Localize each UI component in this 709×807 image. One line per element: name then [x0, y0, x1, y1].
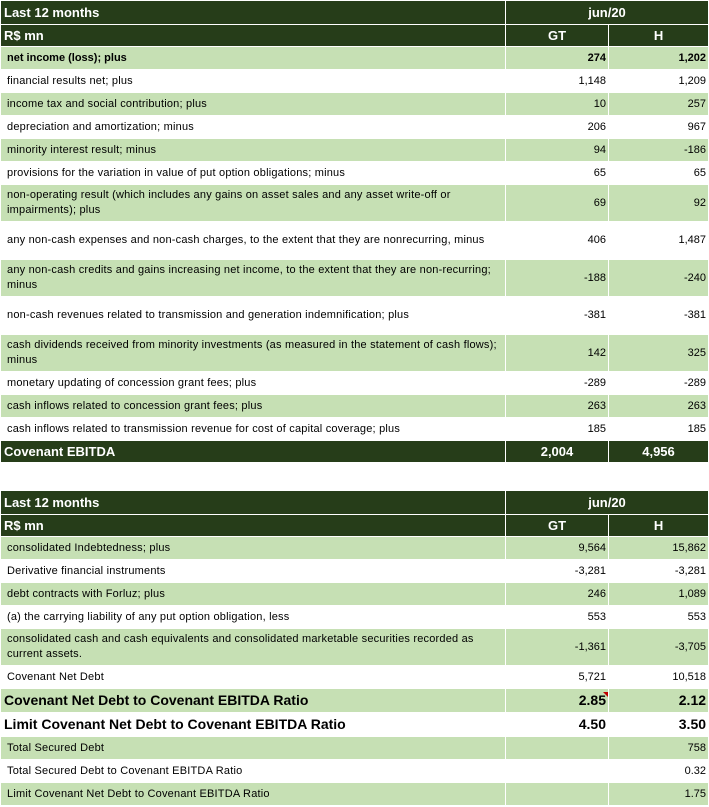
row-value-gt: 263 [506, 395, 609, 418]
row-label: financial results net; plus [1, 70, 506, 93]
row-value-h: 0.32 [609, 760, 709, 783]
total-row [1, 441, 709, 463]
row-value-h: 1,487 [609, 222, 709, 260]
row-label: any non-cash expenses and non-cash charges, to the extent that they are nonrecurring, minus [1, 222, 506, 260]
table-row [1, 783, 709, 806]
row-label: Limit Covenant Net Debt to Covenant EBITDA Ratio [1, 783, 506, 806]
table-title: Last 12 months [1, 491, 506, 515]
column-header-row [1, 25, 709, 47]
period-header: jun/20 [506, 491, 709, 515]
table-row [1, 222, 709, 260]
table-row [1, 372, 709, 395]
row-value-h: 1,202 [609, 47, 709, 70]
row-label: any non-cash credits and gains increasing net income, to the extent that they are non-recurring; minus [1, 260, 506, 297]
row-value-gt: -1,361 [506, 629, 609, 666]
table-row [1, 560, 709, 583]
row-label: Covenant Net Debt [1, 666, 506, 689]
table-row [1, 737, 709, 760]
row-label: cash dividends received from minority investments (as measured in the statement of cash flows); minus [1, 335, 506, 372]
table-row [1, 139, 709, 162]
row-label: monetary updating of concession grant fees; plus [1, 372, 506, 395]
row-value-h: 1,209 [609, 70, 709, 93]
covenant-net-debt-table [0, 490, 709, 806]
row-value-h: 92 [609, 185, 709, 222]
row-value-gt: 553 [506, 606, 609, 629]
row-value-gt: -188 [506, 260, 609, 297]
row-value-h: 1,089 [609, 583, 709, 606]
row-value-gt: 94 [506, 139, 609, 162]
row-value-h: -3,281 [609, 560, 709, 583]
table-row [1, 335, 709, 372]
row-value-h: 185 [609, 418, 709, 441]
column-header-gt: GT [506, 25, 609, 47]
comment-marker: 2.85 [578, 692, 606, 708]
row-value-h: 10,518 [609, 666, 709, 689]
column-header-h: H [609, 25, 709, 47]
limit-ratio-label: Limit Covenant Net Debt to Covenant EBITDA Ratio [1, 713, 506, 737]
row-value-h: 263 [609, 395, 709, 418]
row-value-gt: 69 [506, 185, 609, 222]
table-row [1, 185, 709, 222]
row-label: depreciation and amortization; minus [1, 116, 506, 139]
row-label: cash inflows related to concession grant fees; plus [1, 395, 506, 418]
row-value-h: -3,705 [609, 629, 709, 666]
row-label: non-operating result (which includes any gains on asset sales and any asset write-off or impairments); plus [1, 185, 506, 222]
covenant-ratio-row [1, 689, 709, 713]
row-value-gt: 9,564 [506, 537, 609, 560]
row-label: income tax and social contribution; plus [1, 93, 506, 116]
row-value-h: -289 [609, 372, 709, 395]
row-value-gt: 1,148 [506, 70, 609, 93]
row-value-h: -186 [609, 139, 709, 162]
unit-label: R$ mn [1, 515, 506, 537]
row-value-h: 15,862 [609, 537, 709, 560]
row-label: (a) the carrying liability of any put option obligation, less [1, 606, 506, 629]
limit-ratio-h: 3.50 [609, 713, 709, 737]
period-header: jun/20 [506, 1, 709, 25]
row-value-h: 325 [609, 335, 709, 372]
table-title-row [1, 491, 709, 515]
table-row [1, 760, 709, 783]
row-label: consolidated cash and cash equivalents and consolidated marketable securities recorded as current assets. [1, 629, 506, 666]
covenant-ratio-h: 2.12 [609, 689, 709, 713]
total-value-h: 4,956 [609, 441, 709, 463]
row-value-gt: -381 [506, 297, 609, 335]
column-header-h: H [609, 515, 709, 537]
table-row [1, 666, 709, 689]
table-title-row [1, 1, 709, 25]
table-row [1, 629, 709, 666]
row-label: provisions for the variation in value of put option obligations; minus [1, 162, 506, 185]
row-value-gt: 142 [506, 335, 609, 372]
row-value-h: 553 [609, 606, 709, 629]
row-value-gt: 5,721 [506, 666, 609, 689]
row-value-gt: 246 [506, 583, 609, 606]
row-value-h: -240 [609, 260, 709, 297]
table-row [1, 93, 709, 116]
row-value-gt: 406 [506, 222, 609, 260]
row-label: cash inflows related to transmission revenue for cost of capital coverage; plus [1, 418, 506, 441]
row-label: net income (loss); plus [1, 47, 506, 70]
column-header-gt: GT [506, 515, 609, 537]
row-value-gt: 185 [506, 418, 609, 441]
row-label: Total Secured Debt to Covenant EBITDA Ratio [1, 760, 506, 783]
row-value-h: 1.75 [609, 783, 709, 806]
table-row [1, 116, 709, 139]
row-value-h: 758 [609, 737, 709, 760]
table-row [1, 537, 709, 560]
row-value-gt: 274 [506, 47, 609, 70]
limit-ratio-gt: 4.50 [506, 713, 609, 737]
table-row [1, 583, 709, 606]
table-row [1, 162, 709, 185]
row-value-gt [506, 783, 609, 806]
total-value-gt: 2,004 [506, 441, 609, 463]
table-row [1, 260, 709, 297]
row-value-gt: 65 [506, 162, 609, 185]
unit-label: R$ mn [1, 25, 506, 47]
row-value-gt: 206 [506, 116, 609, 139]
row-value-gt: -3,281 [506, 560, 609, 583]
row-value-h: -381 [609, 297, 709, 335]
row-label: Total Secured Debt [1, 737, 506, 760]
total-label: Covenant EBITDA [1, 441, 506, 463]
covenant-ratio-gt [506, 689, 609, 713]
row-value-gt: 10 [506, 93, 609, 116]
limit-ratio-row [1, 713, 709, 737]
row-label: debt contracts with Forluz; plus [1, 583, 506, 606]
table-row [1, 395, 709, 418]
column-header-row [1, 515, 709, 537]
table-row [1, 70, 709, 93]
row-label: minority interest result; minus [1, 139, 506, 162]
table-row [1, 606, 709, 629]
row-value-h: 257 [609, 93, 709, 116]
covenant-ratio-label: Covenant Net Debt to Covenant EBITDA Ratio [1, 689, 506, 713]
row-label: Derivative financial instruments [1, 560, 506, 583]
row-value-h: 65 [609, 162, 709, 185]
table-row [1, 47, 709, 70]
table-title: Last 12 months [1, 1, 506, 25]
table-row [1, 418, 709, 441]
row-value-gt [506, 760, 609, 783]
row-label: non-cash revenues related to transmission and generation indemnification; plus [1, 297, 506, 335]
row-value-gt [506, 737, 609, 760]
row-value-h: 967 [609, 116, 709, 139]
row-value-gt: -289 [506, 372, 609, 395]
table-row [1, 297, 709, 335]
row-label: consolidated Indebtedness; plus [1, 537, 506, 560]
